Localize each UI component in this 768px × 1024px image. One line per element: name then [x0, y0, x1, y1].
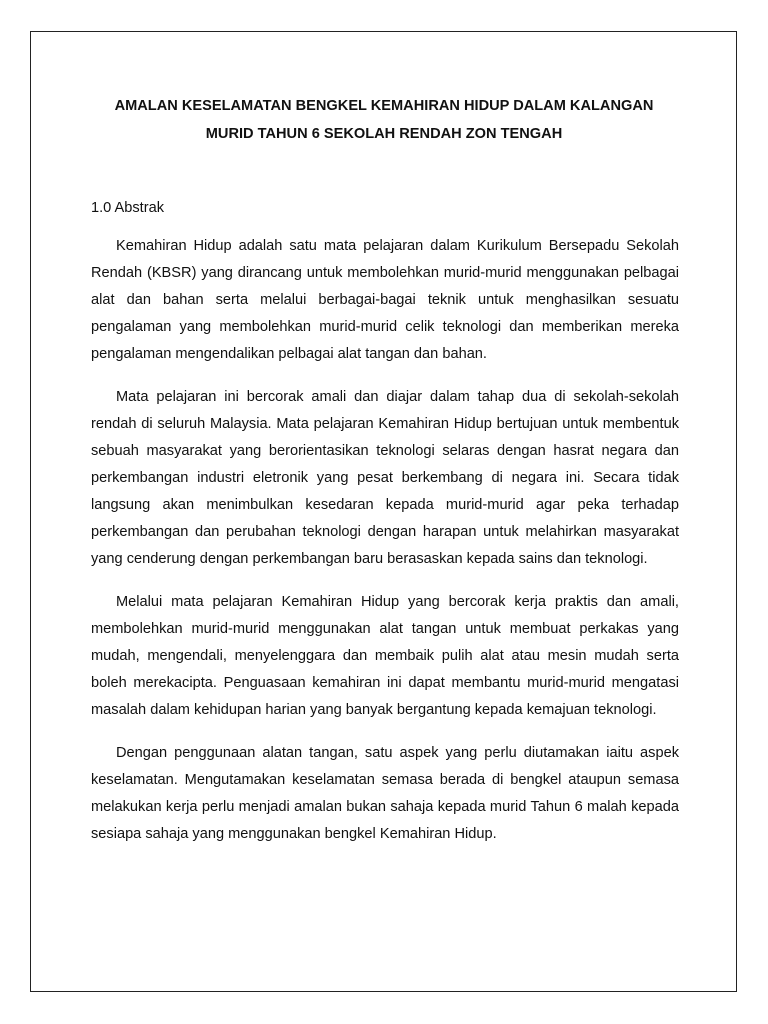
paragraph-2: Mata pelajaran ini bercorak amali dan diajar dalam tahap dua di sekolah-sekolah rendah di seluruh Malaysia. Mata pelajaran Kemahiran Hidup bertujuan untuk membentuk sebuah masyarakat yang berorientasikan teknologi selaras dengan hasrat negara dan perkembangan industri eletronik yang pesat berkembang di negara ini. Secara tidak langsung akan menimbulkan kesedaran kepada murid-murid agar peka terhadap perkembangan dan perubahan teknologi dengan harapan untuk melahirkan masyarakat yang cenderung dengan perkembangan baru berasaskan kepada sains dan teknologi. [91, 389, 679, 567]
paragraph-1: Kemahiran Hidup adalah satu mata pelajaran dalam Kurikulum Bersepadu Sekolah Rendah (KBSR) yang dirancang untuk membolehkan murid-murid menggunakan pelbagai alat dan bahan serta melalui berbagai-bagai teknik untuk menghasilkan sesuatu pengalaman yang membolehkan murid-murid celik teknologi dan memberikan mereka pengalaman mengendalikan pelbagai alat tangan dan bahan. [91, 238, 679, 362]
paragraph-4: Dengan penggunaan alatan tangan, satu aspek yang perlu diutamakan iaitu aspek keselamatan. Mengutamakan keselamatan semasa berada di bengkel ataupun semasa melakukan kerja perlu menjadi amalan bukan sahaja kepada murid Tahun 6 malah kepada sesiapa sahaja yang menggunakan bengkel Kemahiran Hidup. [91, 745, 679, 842]
section-heading: 1.0 Abstrak [91, 200, 165, 216]
document-title [60, 92, 708, 148]
paragraph-3: Melalui mata pelajaran Kemahiran Hidup yang bercorak kerja praktis dan amali, membolehkan murid-murid menggunakan alat tangan untuk membuat perkakas yang mudah, mengendali, menyelenggara dan membaik pulih alat atau mesin mudah serta boleh merekacipta. Penguasaan kemahiran ini dapat membantu murid-murid mengatasi masalah dalam kehidupan harian yang banyak bergantung kepada kemajuan teknologi. [91, 594, 679, 718]
document-title-line-1: AMALAN KESELAMATAN BENGKEL KEMAHIRAN HIDUP DALAM KALANGAN [114, 98, 654, 114]
body-text [91, 233, 679, 864]
document-title-line-2: MURID TAHUN 6 SEKOLAH RENDAH ZON TENGAH [205, 126, 563, 142]
